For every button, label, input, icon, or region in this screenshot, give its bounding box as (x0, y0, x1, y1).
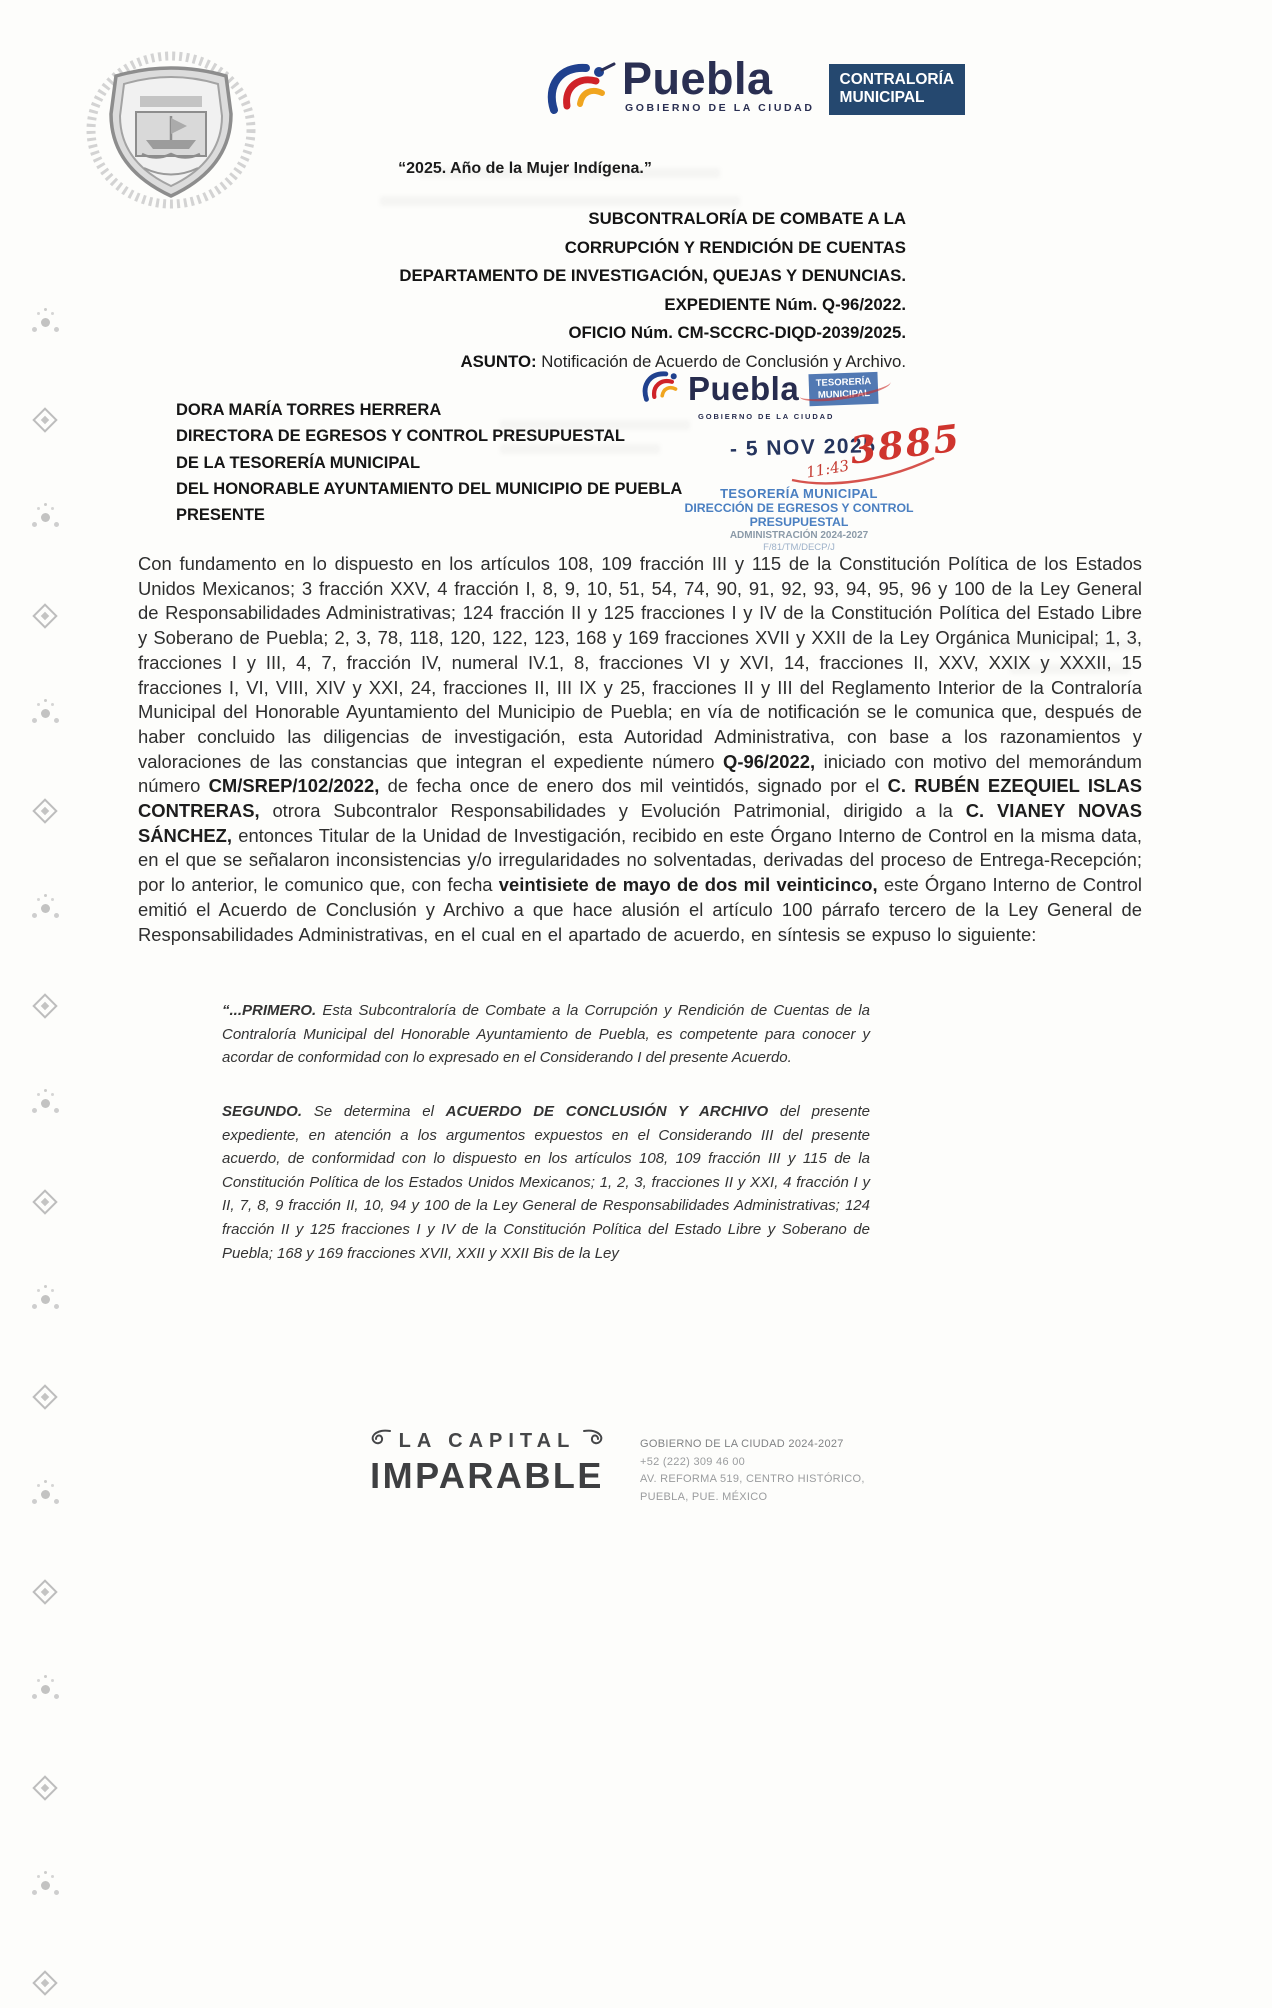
contact-line: +52 (222) 309 46 00 (640, 1455, 746, 1468)
badge-line: CONTRALORÍA (839, 71, 955, 88)
text-segment: Q-96/2022, (723, 750, 816, 772)
contraloria-municipal-badge (829, 64, 966, 115)
body-paragraph (138, 552, 1142, 947)
scan-bleed-artifact (1010, 664, 1130, 674)
text-segment: Se determina el (302, 1103, 446, 1121)
text-segment: C. RUBÉN EZEQUIEL ISLAS CONTRERAS, (138, 775, 1142, 822)
sprig-motif (41, 1490, 50, 1499)
text-segment: CM/SREP/102/2022, (208, 775, 380, 797)
scan-bleed-artifact (380, 196, 740, 206)
scan-bleed-artifact (420, 168, 720, 178)
diamond-motif (32, 407, 57, 432)
flourish-left-icon (368, 1428, 392, 1454)
decorative-border-pattern (24, 318, 66, 1992)
stamp-office-line: PRESUPUESTAL (749, 515, 849, 529)
received-date-stamp: - 5 NOV 2025 (729, 434, 877, 461)
text-segment: del presente expediente, en atención a los argumentos expuestos en el Considerando III del presente acuerdo, de conformidad con lo dispuesto en los artículos 108, 109 fracción III y 115 de la Constitución Política de los Estados Unidos Mexicanos; 1, 2, 3, fracciones II y XXI, 4 fracción I y II, 7, 8, 9 fracción II, 10, 94 y 100 de la Ley General de Responsabilidades Administrativas; 124 fracción II y 125 fracciones I y IV de la Constitución Política del Estado Libre y Soberano de Puebla; 168 y 169 fracciones XVII, XXII y XXII Bis de la Ley (222, 1103, 870, 1262)
text-segment: ACUERDO DE CONCLUSIÓN Y ARCHIVO (445, 1103, 769, 1121)
letter-content (138, 552, 1142, 1265)
scan-bleed-artifact (500, 444, 660, 454)
handwritten-folio: 3885 (847, 415, 964, 473)
diamond-motif (32, 1384, 57, 1409)
footer-logo-line1: LA CAPITAL (398, 1429, 576, 1452)
contact-line: PUEBLA, PUE. MÉXICO (640, 1490, 768, 1503)
office-lines (399, 205, 906, 291)
puebla-logo (540, 53, 965, 125)
stamp-office-line: ADMINISTRACIÓN 2024-2027 (729, 530, 869, 541)
text-segment: este Órgano Interno de Control emitió el Acuerdo de Conclusión y Archivo a que hace alusión el artículo 100 párrafo tercero de la Ley General de Responsabilidades Administrativas, en el cual en el apartado de acuerdo, en síntesis se expuso lo siguiente: (138, 874, 1142, 945)
stamp-office-line: DIRECCIÓN DE EGRESOS Y CONTROL (684, 501, 914, 515)
text-segment: “...PRIMERO. (222, 1002, 317, 1020)
text-segment: Esta Subcontraloría de Combate a la Corrupción y Rendición de Cuentas de la Contraloría Municipal del Honorable Ayuntamiento de Puebla, es competente para conocer y acordar de conformidad con lo expresado en el Considerando I del presente Acuerdo. (222, 1002, 870, 1067)
sprig-motif (41, 318, 50, 327)
contact-line: GOBIERNO DE LA CIUDAD 2024-2027 (640, 1438, 844, 1450)
year-slogan: “2025. Año de la Mujer Indígena.” (398, 160, 652, 177)
sprig-motif (41, 513, 50, 522)
diamond-motif (32, 1775, 57, 1800)
text-segment: SEGUNDO. (222, 1103, 303, 1121)
text-segment: veintisiete de mayo de dos mil veinticinco, (498, 874, 878, 896)
asunto-label: ASUNTO: (460, 351, 537, 371)
expediente-line (399, 291, 906, 320)
stamp-puebla-tagline: GOBIERNO DE LA CIUDAD (698, 412, 835, 421)
oficio-line (399, 319, 906, 348)
asunto-value: Notificación de Acuerdo de Conclusión y Archivo. (536, 351, 906, 371)
sprig-motif (41, 1881, 50, 1890)
stamp-office-lines (638, 486, 960, 553)
la-capital-imparable-logo (352, 1428, 622, 1497)
recipient-line: DIRECTORA DE EGRESOS Y CONTROL PRESUPUESTAL (176, 427, 625, 446)
tesoreria-municipal-badge (809, 371, 880, 405)
text-segment: entonces Titular de la Unidad de Investigación, recibido en este Órgano Interno de Control en la misma data, en el que se señalaron inconsistencias y/o irregularidades no solventadas, derivadas del proceso de Entrega-Recepción; por lo anterior, le comunico que, con fecha (138, 824, 1142, 896)
puebla-tagline: GOBIERNO DE LA CIUDAD (625, 102, 815, 114)
diamond-motif (32, 1189, 57, 1214)
recipient-line: DORA MARÍA TORRES HERRERA (176, 401, 442, 419)
text-segment: Con fundamento en lo dispuesto en los artículos 108, 109 fracción III y 115 de la Constitución Política de los Estados Unidos Mexicanos; 3 fracción XXV, 4 fracción I, 8, 9, 10, 51, 54, 74, 90, 91, 92, 93, 94, 95, 96 y 100 de la Ley General de Responsabilidades Administrativas; 124 fracción II y 125 fracciones I y IV de la Constitución Política del Estado Libre y Soberano de Puebla; 2, 3, 78, 118, 120, 122, 123, 168 y 169 fracciones XVII y XXII de la Ley Orgánica Municipal; 1, 3, fracciones I y III, 4, 7, fracción IV, numeral IV.1, 8, fracciones VI y XVI, 14, fracciones II, XXV, XXIX y XXXII, 15 fracciones I, VI, VIII, XIV y XXI, 24, fracciones II, III IX y 25, fracciones II y III del Reglamento Interior de la Contraloría Municipal del Honorable Ayuntamiento del Municipio de Puebla; en vía de notificación se le comunica que, después de haber concluido las diligencias de investigación, esta Autoridad Administrativa, con base a los razonamientos y valoraciones de las constancias que integran el expediente número (138, 553, 1142, 772)
stamp-office-line: TESORERÍA MUNICIPAL (720, 486, 878, 501)
text-segment: otrora Subcontralor Responsabilidades y Evolución Patrimonial, dirigido a la (259, 800, 966, 822)
expediente-label: EXPEDIENTE Núm. (664, 294, 818, 314)
text-segment: iniciado con motivo del memorándum número (138, 750, 1142, 797)
diamond-motif (32, 1580, 57, 1605)
quote-segundo (222, 1100, 870, 1265)
stamp-office-line: F/81/TM/DECP/J (763, 542, 835, 553)
sprig-motif (41, 904, 50, 913)
stamp-puebla-logo (638, 366, 960, 411)
diamond-motif (32, 603, 57, 628)
badge-line: MUNICIPAL (817, 387, 871, 401)
flourish-right-icon (582, 1428, 606, 1454)
text-segment: C. VIANEY NOVAS SÁNCHEZ, (138, 800, 1142, 846)
office-line: SUBCONTRALORÍA DE COMBATE A LA (588, 209, 906, 228)
recipient-block (176, 397, 682, 528)
expediente-value: Q-96/2022. (817, 294, 906, 314)
diamond-motif (32, 798, 57, 823)
text-segment: de fecha once de enero dos mil veintidós, signado por el (379, 775, 888, 797)
footer-contact-block (640, 1436, 865, 1506)
recipient-line: DEL HONORABLE AYUNTAMIENTO DEL MUNICIPIO DE PUEBLA (176, 479, 683, 498)
scan-bleed-artifact (500, 420, 690, 430)
footer-logo-line2: IMPARABLE (370, 1455, 604, 1496)
stamp-puebla-wordmark: Puebla (688, 369, 800, 407)
diamond-motif (32, 993, 57, 1018)
sprig-motif (41, 1295, 50, 1304)
puebla-logo-icon (540, 56, 616, 125)
badge-line: MUNICIPAL (839, 89, 925, 107)
badge-line: TESORERÍA (815, 375, 872, 389)
handwritten-time: 11:43 (804, 456, 851, 482)
recipient-line: PRESENTE (176, 506, 265, 525)
office-line: DEPARTAMENTO DE INVESTIGACIÓN, QUEJAS Y DENUNCIAS. (399, 266, 906, 285)
tesoreria-reception-stamp (638, 366, 964, 571)
sprig-motif (41, 709, 50, 718)
scan-bleed-artifact (1000, 640, 1140, 650)
office-line: CORRUPCIÓN Y RENDICIÓN DE CUENTAS (564, 237, 906, 257)
oficio-label: OFICIO Núm. (568, 323, 673, 342)
municipal-crest-logo (84, 50, 259, 215)
sprig-motif (41, 1099, 50, 1108)
diamond-motif (32, 1970, 57, 1995)
office-header-block (399, 205, 906, 376)
quote-primero (222, 999, 870, 1070)
puebla-wordmark: Puebla (622, 53, 773, 104)
sprig-motif (41, 1685, 50, 1694)
contact-line: AV. REFORMA 519, CENTRO HISTÓRICO, (640, 1473, 865, 1485)
stamp-puebla-logo-icon (638, 366, 684, 411)
oficio-value: CM-SCCRC-DIQD-2039/2025. (672, 323, 906, 342)
recipient-line: DE LA TESORERÍA MUNICIPAL (176, 453, 421, 472)
